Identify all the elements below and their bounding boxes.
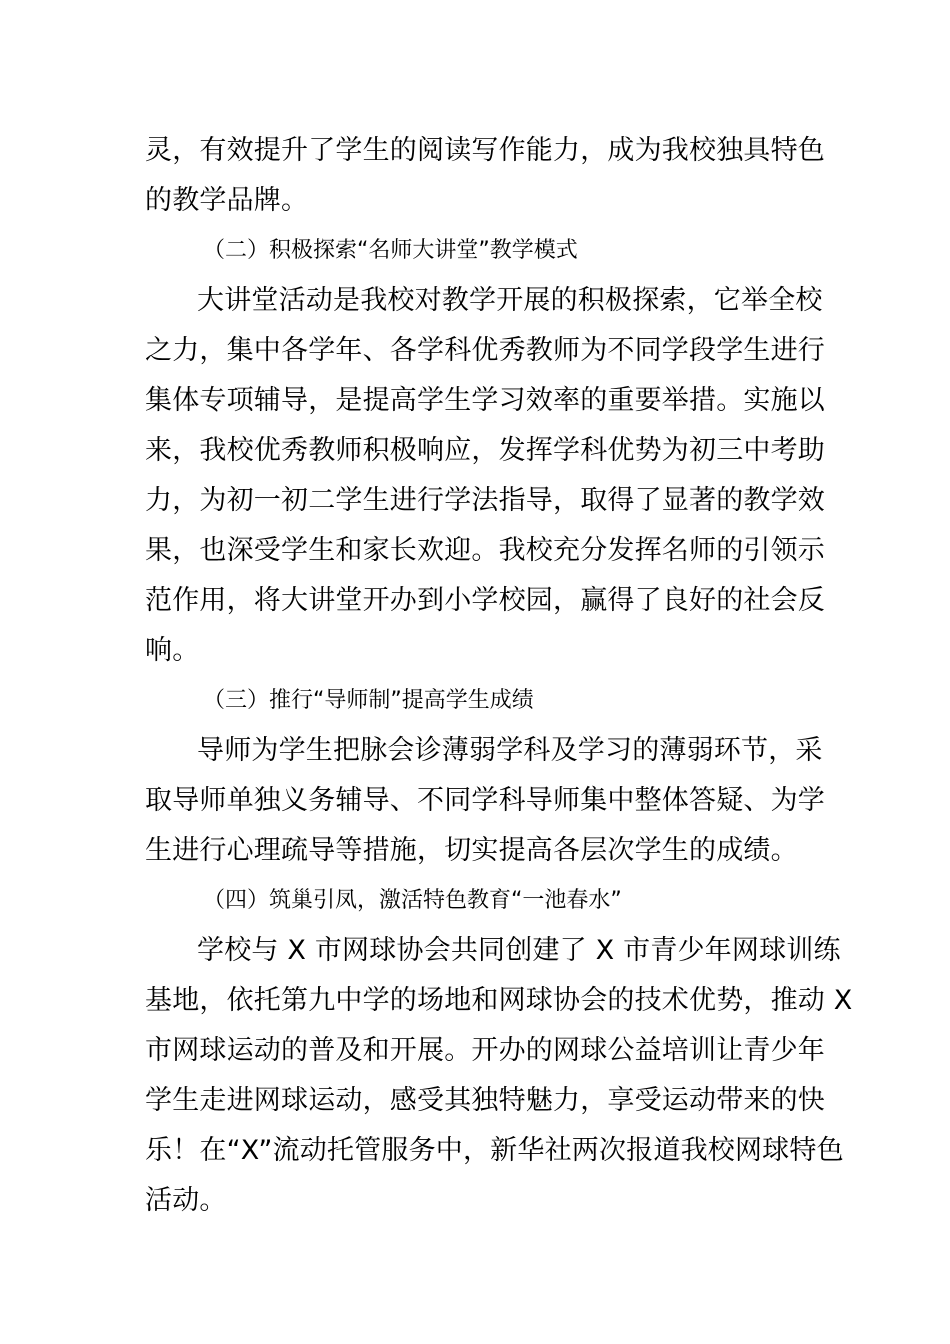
paragraph-line: 力，为初一初二学生进行学法指导，取得了显著的教学效 [145,485,825,516]
document-body [145,126,853,1226]
paragraph-line: 生进行心理疏导等措施，切实提高各层次学生的成绩。 [145,835,798,866]
paragraph-line: 之力，集中各学年、各学科优秀教师为不同学段学生进行 [145,335,825,366]
paragraph-line: 的教学品牌。 [145,185,309,216]
paragraph-line: 果，也深受学生和家长欢迎。我校充分发挥名师的引领示 [145,535,825,566]
paragraph-line: 范作用，将大讲堂开办到小学校园，赢得了良好的社会反 [145,585,825,616]
paragraph-line: 来，我校优秀教师积极响应，发挥学科优势为初三中考助 [145,435,825,466]
section-heading-4: （四）筑巢引凤，激活特色教育“一池春水” [203,888,622,913]
paragraph-line: 学校与 X 市网球协会共同创建了 X 市青少年网球训练 [197,935,841,966]
paragraph-line: 市网球运动的普及和开展。开办的网球公益培训让青少年 [145,1035,825,1066]
paragraph-line: 乐！在“X”流动托管服务中，新华社两次报道我校网球特色 [145,1135,844,1166]
paragraph-line: 活动。 [145,1185,227,1216]
paragraph-line: 基地，依托第九中学的场地和网球协会的技术优势，推动 X [145,985,853,1016]
paragraph-line: 灵，有效提升了学生的阅读写作能力，成为我校独具特色 [145,135,825,166]
section-heading-3: （三）推行“导师制”提高学生成绩 [203,688,534,713]
paragraph-line: 取导师单独义务辅导、不同学科导师集中整体答疑、为学 [145,785,825,816]
paragraph-line: 响。 [145,635,200,666]
paragraph-line: 导师为学生把脉会诊薄弱学科及学习的薄弱环节，采 [197,735,823,766]
paragraph-line: 学生走进网球运动，感受其独特魅力，享受运动带来的快 [145,1085,825,1116]
paragraph-line: 大讲堂活动是我校对教学开展的积极探索，它举全校 [197,285,823,316]
paragraph-line: 集体专项辅导，是提高学生学习效率的重要举措。实施以 [145,385,825,416]
section-heading-2: （二）积极探索“名师大讲堂”教学模式 [203,238,578,263]
